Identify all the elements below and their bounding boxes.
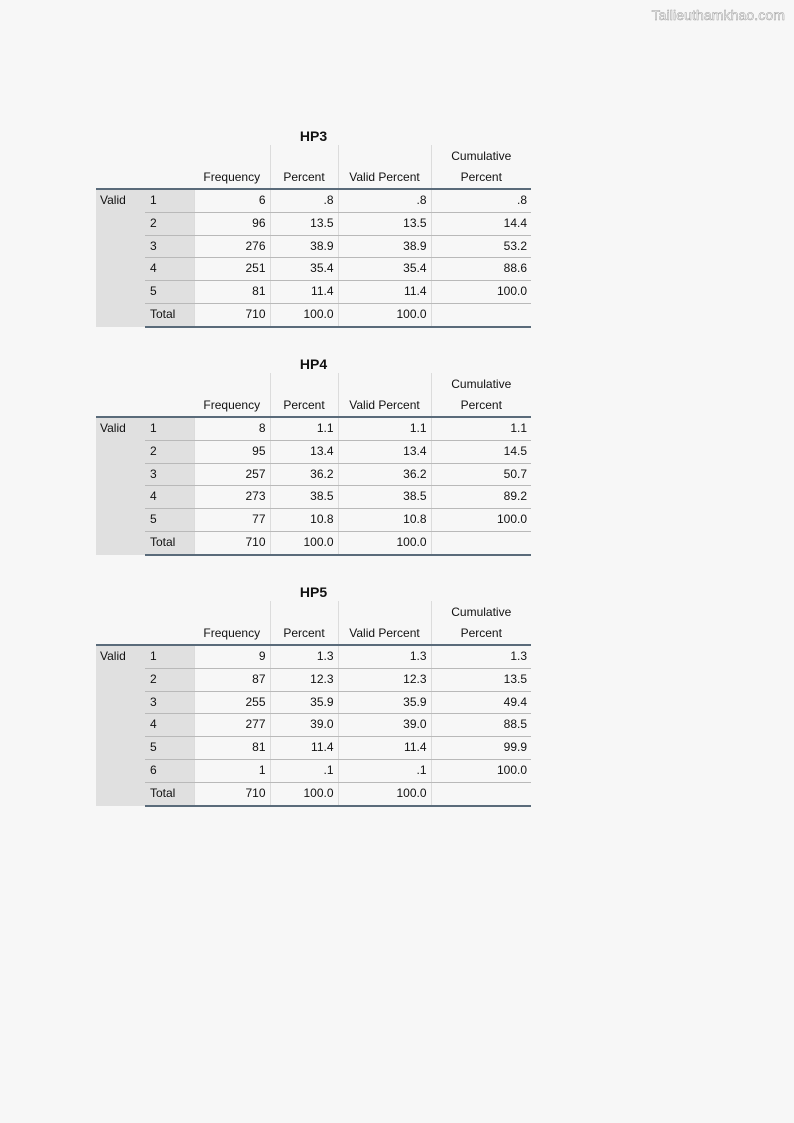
frequency-table [96, 145, 531, 328]
valid-percent-cell: 1.1 [338, 417, 431, 440]
frequency-cell: 81 [194, 737, 270, 760]
cumulative-percent-cell: 53.2 [431, 235, 531, 258]
valid-percent-cell: .8 [338, 189, 431, 212]
frequency-cell: 95 [194, 440, 270, 463]
header-frequency: Frequency [194, 145, 270, 189]
frequency-cell: 255 [194, 691, 270, 714]
header-percent: Percent [270, 145, 338, 189]
category-cell: 4 [145, 486, 194, 509]
table-row [96, 212, 531, 235]
percent-cell: 36.2 [270, 463, 338, 486]
header-blank [145, 601, 194, 645]
percent-cell: 35.4 [270, 258, 338, 281]
valid-percent-cell: 38.5 [338, 486, 431, 509]
percent-cell: 12.3 [270, 668, 338, 691]
table-row [96, 281, 531, 304]
table-row [96, 737, 531, 760]
header-percent: Percent [270, 601, 338, 645]
cumulative-percent-cell: 49.4 [431, 691, 531, 714]
percent-cell: .1 [270, 759, 338, 782]
category-cell: 5 [145, 737, 194, 760]
cumulative-percent-cell: 88.5 [431, 714, 531, 737]
category-cell: 3 [145, 463, 194, 486]
valid-percent-cell: 38.9 [338, 235, 431, 258]
table-row [96, 258, 531, 281]
header-blank [96, 145, 145, 189]
table-row [96, 463, 531, 486]
percent-cell: 39.0 [270, 714, 338, 737]
table-title: HP4 [299, 356, 328, 372]
frequency-cell: 96 [194, 212, 270, 235]
percent-cell: 100.0 [270, 303, 338, 326]
category-cell: 3 [145, 235, 194, 258]
valid-percent-cell: 12.3 [338, 668, 431, 691]
frequency-cell: 710 [194, 531, 270, 554]
valid-percent-cell: .1 [338, 759, 431, 782]
table-row [96, 486, 531, 509]
frequency-table-hp3 [96, 127, 531, 328]
table-row [96, 759, 531, 782]
header-frequency: Frequency [194, 373, 270, 417]
cumulative-percent-cell: 100.0 [431, 759, 531, 782]
table-header-row [96, 601, 531, 645]
frequency-cell: 6 [194, 189, 270, 212]
valid-percent-cell: 100.0 [338, 303, 431, 326]
cumulative-percent-cell [431, 782, 531, 805]
frequency-cell: 710 [194, 782, 270, 805]
table-row [96, 668, 531, 691]
header-cumulative-percent: Cumulative Percent [431, 373, 531, 417]
watermark-text: Tailieuthamkhao.com [651, 7, 785, 23]
table-row-total [96, 782, 531, 805]
percent-cell: 38.5 [270, 486, 338, 509]
valid-percent-cell: 11.4 [338, 281, 431, 304]
percent-cell: 13.5 [270, 212, 338, 235]
category-cell: 1 [145, 189, 194, 212]
table-header-row [96, 373, 531, 417]
valid-percent-cell: 35.9 [338, 691, 431, 714]
valid-percent-cell: 13.5 [338, 212, 431, 235]
table-row-total [96, 303, 531, 326]
valid-percent-cell: 35.4 [338, 258, 431, 281]
cumulative-percent-cell: 100.0 [431, 281, 531, 304]
table-row [96, 645, 531, 668]
category-cell: 5 [145, 509, 194, 532]
valid-percent-cell: 36.2 [338, 463, 431, 486]
group-label: Valid [96, 417, 145, 555]
frequency-cell: 257 [194, 463, 270, 486]
frequency-cell: 710 [194, 303, 270, 326]
percent-cell: 35.9 [270, 691, 338, 714]
cumulative-percent-cell: 14.5 [431, 440, 531, 463]
frequency-table [96, 601, 531, 807]
cumulative-percent-cell: 13.5 [431, 668, 531, 691]
percent-cell: 38.9 [270, 235, 338, 258]
group-label: Valid [96, 645, 145, 806]
category-cell: 1 [145, 645, 194, 668]
percent-cell: .8 [270, 189, 338, 212]
frequency-cell: 273 [194, 486, 270, 509]
valid-percent-cell: 10.8 [338, 509, 431, 532]
frequency-cell: 8 [194, 417, 270, 440]
percent-cell: 10.8 [270, 509, 338, 532]
category-cell: 2 [145, 212, 194, 235]
table-row [96, 417, 531, 440]
frequency-cell: 251 [194, 258, 270, 281]
frequency-cell: 276 [194, 235, 270, 258]
header-blank [145, 373, 194, 417]
frequency-cell: 1 [194, 759, 270, 782]
percent-cell: 1.3 [270, 645, 338, 668]
cumulative-percent-cell: 1.1 [431, 417, 531, 440]
frequency-cell: 77 [194, 509, 270, 532]
category-cell: 1 [145, 417, 194, 440]
category-cell: Total [145, 303, 194, 326]
category-cell: 5 [145, 281, 194, 304]
header-valid-percent: Valid Percent [338, 601, 431, 645]
cumulative-percent-cell: 99.9 [431, 737, 531, 760]
table-row [96, 691, 531, 714]
cumulative-percent-cell: .8 [431, 189, 531, 212]
valid-percent-cell: 100.0 [338, 531, 431, 554]
percent-cell: 1.1 [270, 417, 338, 440]
percent-cell: 11.4 [270, 281, 338, 304]
header-blank [96, 601, 145, 645]
table-row [96, 714, 531, 737]
cumulative-percent-cell: 14.4 [431, 212, 531, 235]
cumulative-percent-cell [431, 303, 531, 326]
header-valid-percent: Valid Percent [338, 145, 431, 189]
valid-percent-cell: 1.3 [338, 645, 431, 668]
table-row [96, 509, 531, 532]
category-cell: 3 [145, 691, 194, 714]
header-blank [145, 145, 194, 189]
table-header-row [96, 145, 531, 189]
category-cell: 2 [145, 668, 194, 691]
frequency-table [96, 373, 531, 556]
valid-percent-cell: 13.4 [338, 440, 431, 463]
frequency-cell: 87 [194, 668, 270, 691]
table-title: HP3 [299, 128, 328, 144]
category-cell: 4 [145, 258, 194, 281]
category-cell: Total [145, 531, 194, 554]
category-cell: 4 [145, 714, 194, 737]
percent-cell: 100.0 [270, 782, 338, 805]
cumulative-percent-cell: 50.7 [431, 463, 531, 486]
valid-percent-cell: 100.0 [338, 782, 431, 805]
cumulative-percent-cell: 89.2 [431, 486, 531, 509]
valid-percent-cell: 11.4 [338, 737, 431, 760]
cumulative-percent-cell: 100.0 [431, 509, 531, 532]
frequency-table-hp5 [96, 583, 531, 807]
header-frequency: Frequency [194, 601, 270, 645]
table-row [96, 440, 531, 463]
percent-cell: 11.4 [270, 737, 338, 760]
table-row-total [96, 531, 531, 554]
valid-percent-cell: 39.0 [338, 714, 431, 737]
header-cumulative-percent: Cumulative Percent [431, 601, 531, 645]
frequency-table-hp4 [96, 355, 531, 556]
table-row [96, 235, 531, 258]
header-blank [96, 373, 145, 417]
cumulative-percent-cell: 88.6 [431, 258, 531, 281]
category-cell: 2 [145, 440, 194, 463]
header-valid-percent: Valid Percent [338, 373, 431, 417]
frequency-cell: 81 [194, 281, 270, 304]
category-cell: Total [145, 782, 194, 805]
percent-cell: 100.0 [270, 531, 338, 554]
frequency-cell: 277 [194, 714, 270, 737]
header-percent: Percent [270, 373, 338, 417]
table-row [96, 189, 531, 212]
category-cell: 6 [145, 759, 194, 782]
frequency-cell: 9 [194, 645, 270, 668]
cumulative-percent-cell [431, 531, 531, 554]
table-title: HP5 [299, 584, 328, 600]
header-cumulative-percent: Cumulative Percent [431, 145, 531, 189]
percent-cell: 13.4 [270, 440, 338, 463]
group-label: Valid [96, 189, 145, 327]
cumulative-percent-cell: 1.3 [431, 645, 531, 668]
